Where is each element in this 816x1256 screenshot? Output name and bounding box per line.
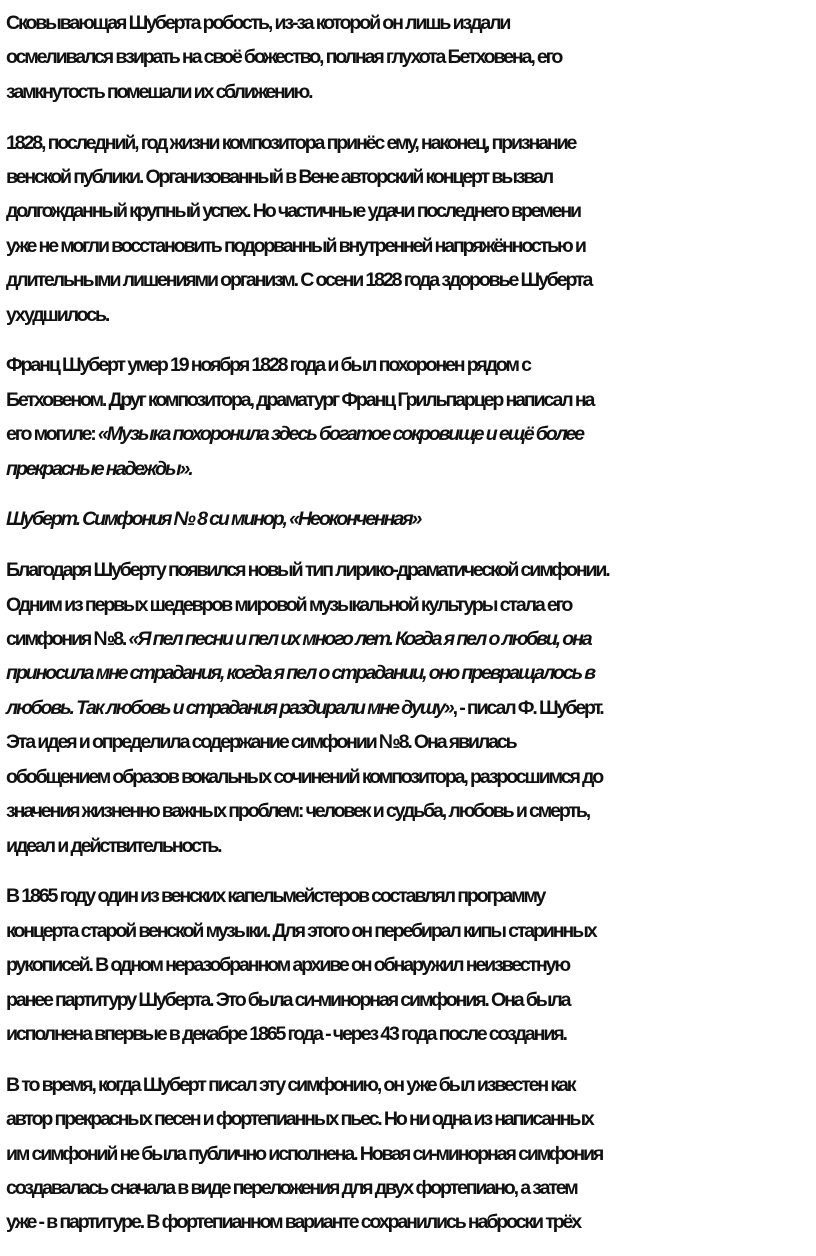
italic-text-segment: «Я пел песни и пел их много лет. Когда я пел о любви, она [128,628,591,651]
paragraph [6,553,812,863]
text-segment: В то время, когда Шуберт писал эту симфонию, он уже был известен как [6,1073,575,1096]
text-segment: замкнутость помешали их сближению. [6,80,312,103]
text-segment: концерта старой венской музыки. Для этого он перебирал кипы старинных [6,919,596,942]
text-segment: уже - в партитуре. В фортепианном варианте сохранились наброски трёх [6,1211,581,1234]
italic-text-segment: «Музыка похоронила здесь богатое сокровище и ещё более [97,423,583,446]
text-line [6,914,812,948]
text-line [6,348,812,382]
text-segment: ранее партитуру Шуберта. Это была си-минорная симфония. Она была [6,988,570,1011]
text-line [6,383,812,417]
text-segment: Благодаря Шуберту появился новый тип лирико-драматической симфонии. [6,559,609,582]
text-line [6,1102,812,1136]
text-line [6,1205,812,1239]
text-segment: идеал и действительность. [6,834,221,857]
text-line [6,553,812,587]
text-line [6,229,812,263]
text-segment: , - писал Ф. Шуберт. [452,696,603,719]
paragraph [6,879,812,1051]
text-line [6,194,812,228]
text-line [6,502,812,536]
text-segment: рукописей. В одном неразобранном архиве он обнаружил неизвестную [6,954,570,977]
document-page [6,6,812,1256]
text-line [6,263,812,297]
text-segment: осмеливался взирать на своё божество, полная глухота Бетховена, его [6,46,562,69]
text-segment: Сковывающая Шуберта робость, из-за которой он лишь издали [6,12,510,34]
text-line [6,75,812,109]
text-line [6,760,812,794]
text-line [6,6,812,40]
text-segment: им симфоний не была публично исполнена. Новая си-минорная симфония [6,1142,603,1165]
text-line [6,1137,812,1171]
text-line [6,1171,812,1205]
text-line [6,794,812,828]
paragraph [6,1068,812,1240]
text-segment: ухудшилось. [6,303,109,326]
text-line [6,948,812,982]
text-segment: венской публики. Организованный в Вене авторский концерт вызвал [6,166,553,189]
text-line [6,298,812,332]
text-line [6,417,812,451]
text-segment: его могиле: [6,423,98,446]
text-segment: обобщением образов вокальных сочинений композитора, разросшимся до [6,765,603,788]
italic-text-segment: Шуберт. Симфония № 8 си минор, «Неоконченная» [6,508,421,531]
text-line [6,1068,812,1102]
text-segment: Одним из первых шедевров мировой музыкальной культуры стала его [6,593,572,616]
text-line [6,588,812,622]
paragraph [6,502,812,536]
text-line [6,725,812,759]
text-segment: автор прекрасных песен и фортепианных пьес. Но ни одна из написанных [6,1108,593,1131]
text-segment: Бетховеном. Друг композитора, драматург Франц Грильпарцер написал на [6,388,594,411]
italic-text-segment: любовь. Так любовь и страдания раздирали мне душу» [6,696,453,719]
text-segment: В 1865 году один из венских капельмейстеров составлял программу [6,885,545,908]
text-line [6,691,812,725]
text-line [6,622,812,656]
italic-text-segment: прекрасные надежды». [6,457,192,480]
text-line [6,656,812,690]
text-line [6,40,812,74]
text-segment: длительными лишениями организм. С осени 1828 года здоровье Шуберта [6,269,592,292]
paragraph [6,348,812,486]
text-line [6,983,812,1017]
text-segment: долгожданный крупный успех. Но частичные удачи последнего времени [6,200,580,223]
paragraph [6,126,812,332]
text-segment: создавалась сначала в виде переложения для двух фортепиано, а затем [6,1176,577,1199]
text-line [6,829,812,863]
text-line [6,452,812,486]
italic-text-segment: приносила мне страдания, когда я пел о страдании, оно превращалось в [6,662,594,685]
text-segment: значения жизненно важных проблем: человек и судьба, любовь и смерть, [6,800,590,823]
text-segment: уже не могли восстановить подорванный внутренней напряжённостью и [6,234,585,257]
paragraph [6,6,812,109]
text-line [6,1017,812,1051]
text-line [6,126,812,160]
text-segment: 1828, последний, год жизни композитора принёс ему, наконец, признание [6,131,576,154]
text-segment: симфония №8. [6,628,129,651]
text-segment: Франц Шуберт умер 19 ноября 1828 года и был похоронен рядом с [6,354,530,377]
text-line [6,879,812,913]
text-line [6,160,812,194]
text-segment: Эта идея и определила содержание симфонии №8. Она явилась [6,731,516,754]
text-segment: исполнена впервые в декабре 1865 года - через 43 года после создания. [6,1022,566,1045]
